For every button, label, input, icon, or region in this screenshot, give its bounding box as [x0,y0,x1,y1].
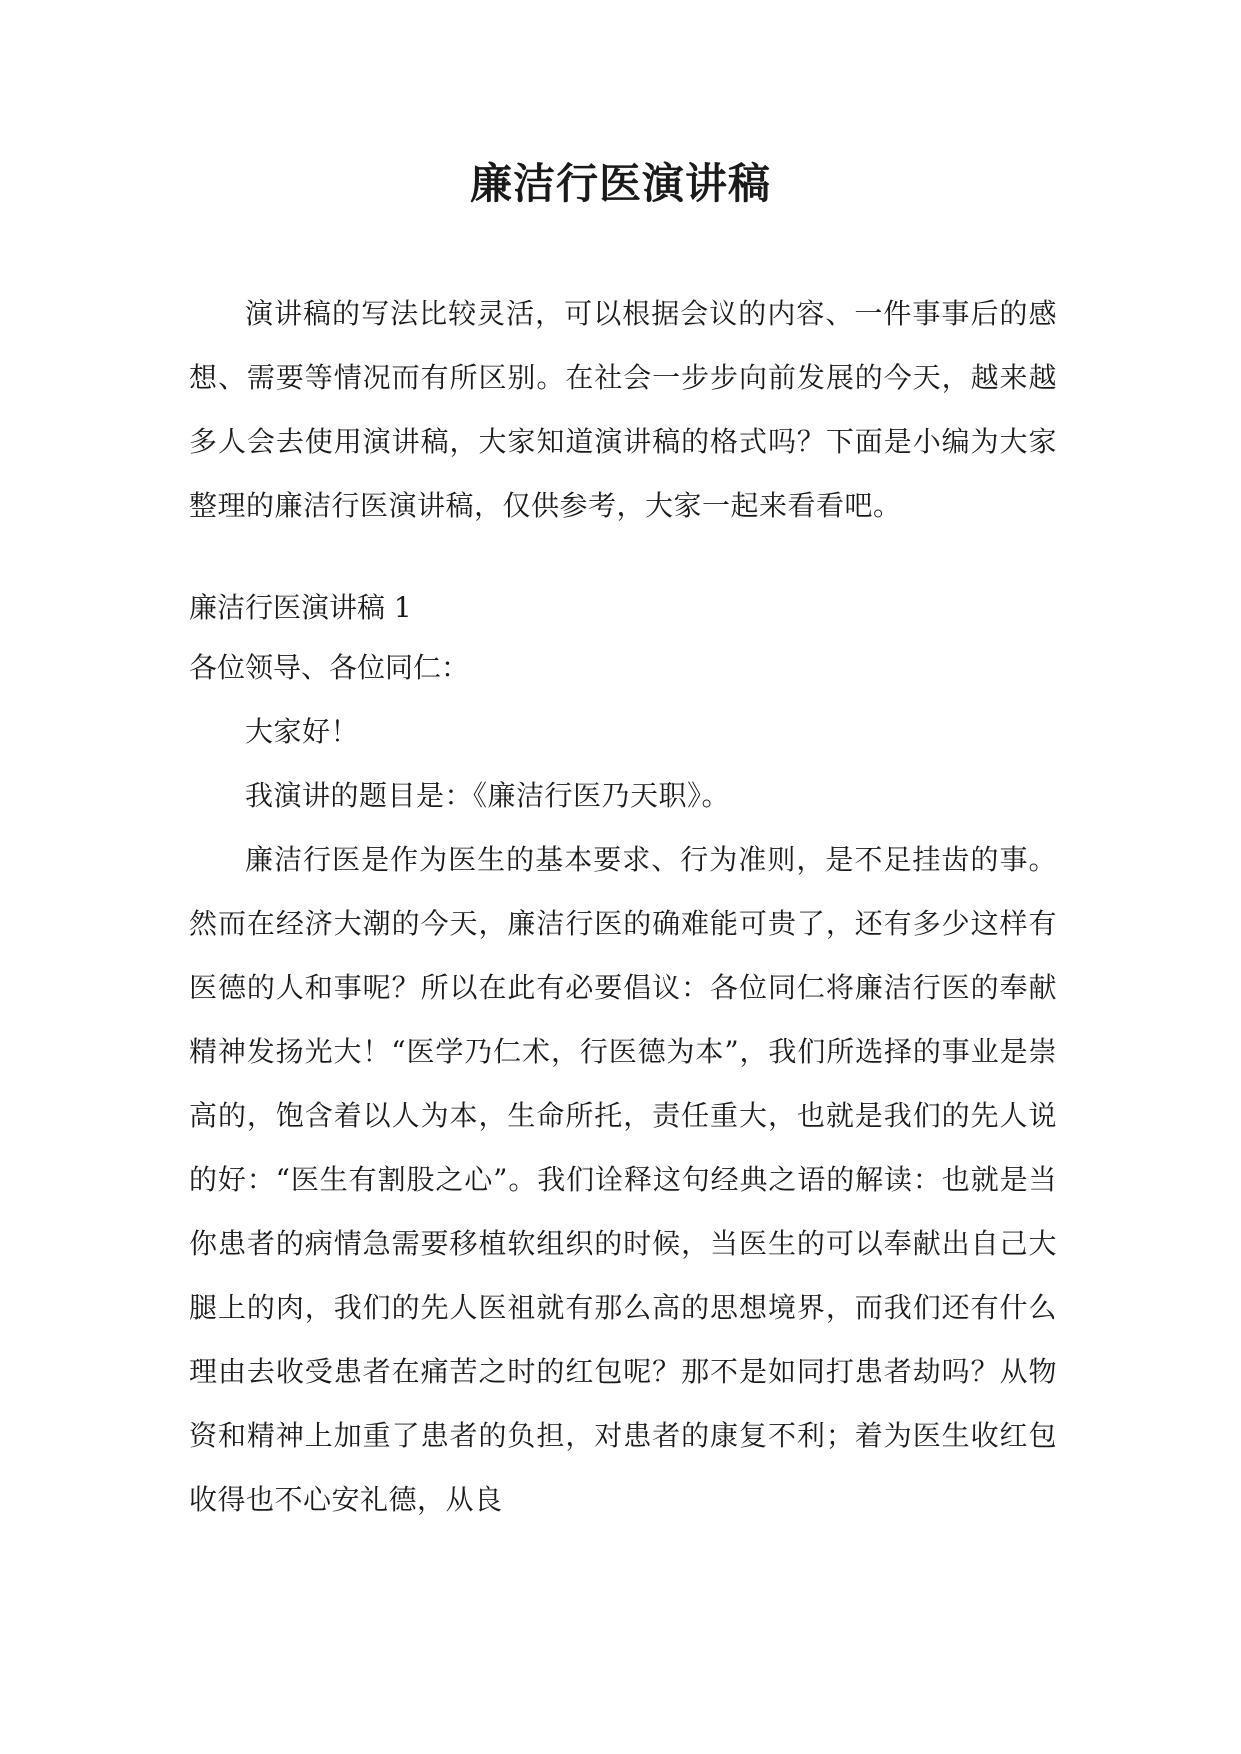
paragraph-spacer [189,538,1057,580]
greeting-paragraph: 大家好！ [245,715,360,748]
salutation: 各位领导、各位同仁： [189,651,470,684]
intro-paragraph: 演讲稿的写法比较灵活，可以根据会议的内容、一件事事后的感想、需要等情况而有所区别。在社会一步步向前发展的今天，越来越多人会去使用演讲稿，大家知道演讲稿的格式吗？下面是小编为大家整理的廉洁行医演讲稿，仅供参考，大家一起来看看吧。 [189,297,1057,522]
body-paragraph: 廉洁行医是作为医生的基本要求、行为准则，是不足挂齿的事。然而在经济大潮的今天，廉洁行医的确难能可贵了，还有多少这样有医德的人和事呢？所以在此有必要倡议：各位同仁将廉洁行医的奉献精神发扬光大！“医学乃仁术，行医德为本”，我们所选择的事业是崇高的，饱含着以人为本，生命所托，责任重大，也就是我们的先人说的好：“医生有割股之心”。我们诠释这句经典之语的解读：也就是当你患者的病情急需要移植软组织的时候，当医生的可以奉献出自己大腿上的肉，我们的先人医祖就有那么高的思想境界，而我们还有什么理由去收受患者在痛苦之时的红包呢？那不是如同打患者劫吗？从物资和精神上加重了患者的负担，对患者的康复不利；着为医生收红包收得也不心安礼德，从良 [189,843,1057,1516]
topic-paragraph: 我演讲的题目是：《廉洁行医乃天职》。 [245,779,731,812]
body-paragraph-clip [189,828,1057,1596]
section-heading: 廉洁行医演讲稿 1 [189,591,412,624]
document-title: 廉洁行医演讲稿 [469,159,771,208]
document-body [189,282,1057,1596]
